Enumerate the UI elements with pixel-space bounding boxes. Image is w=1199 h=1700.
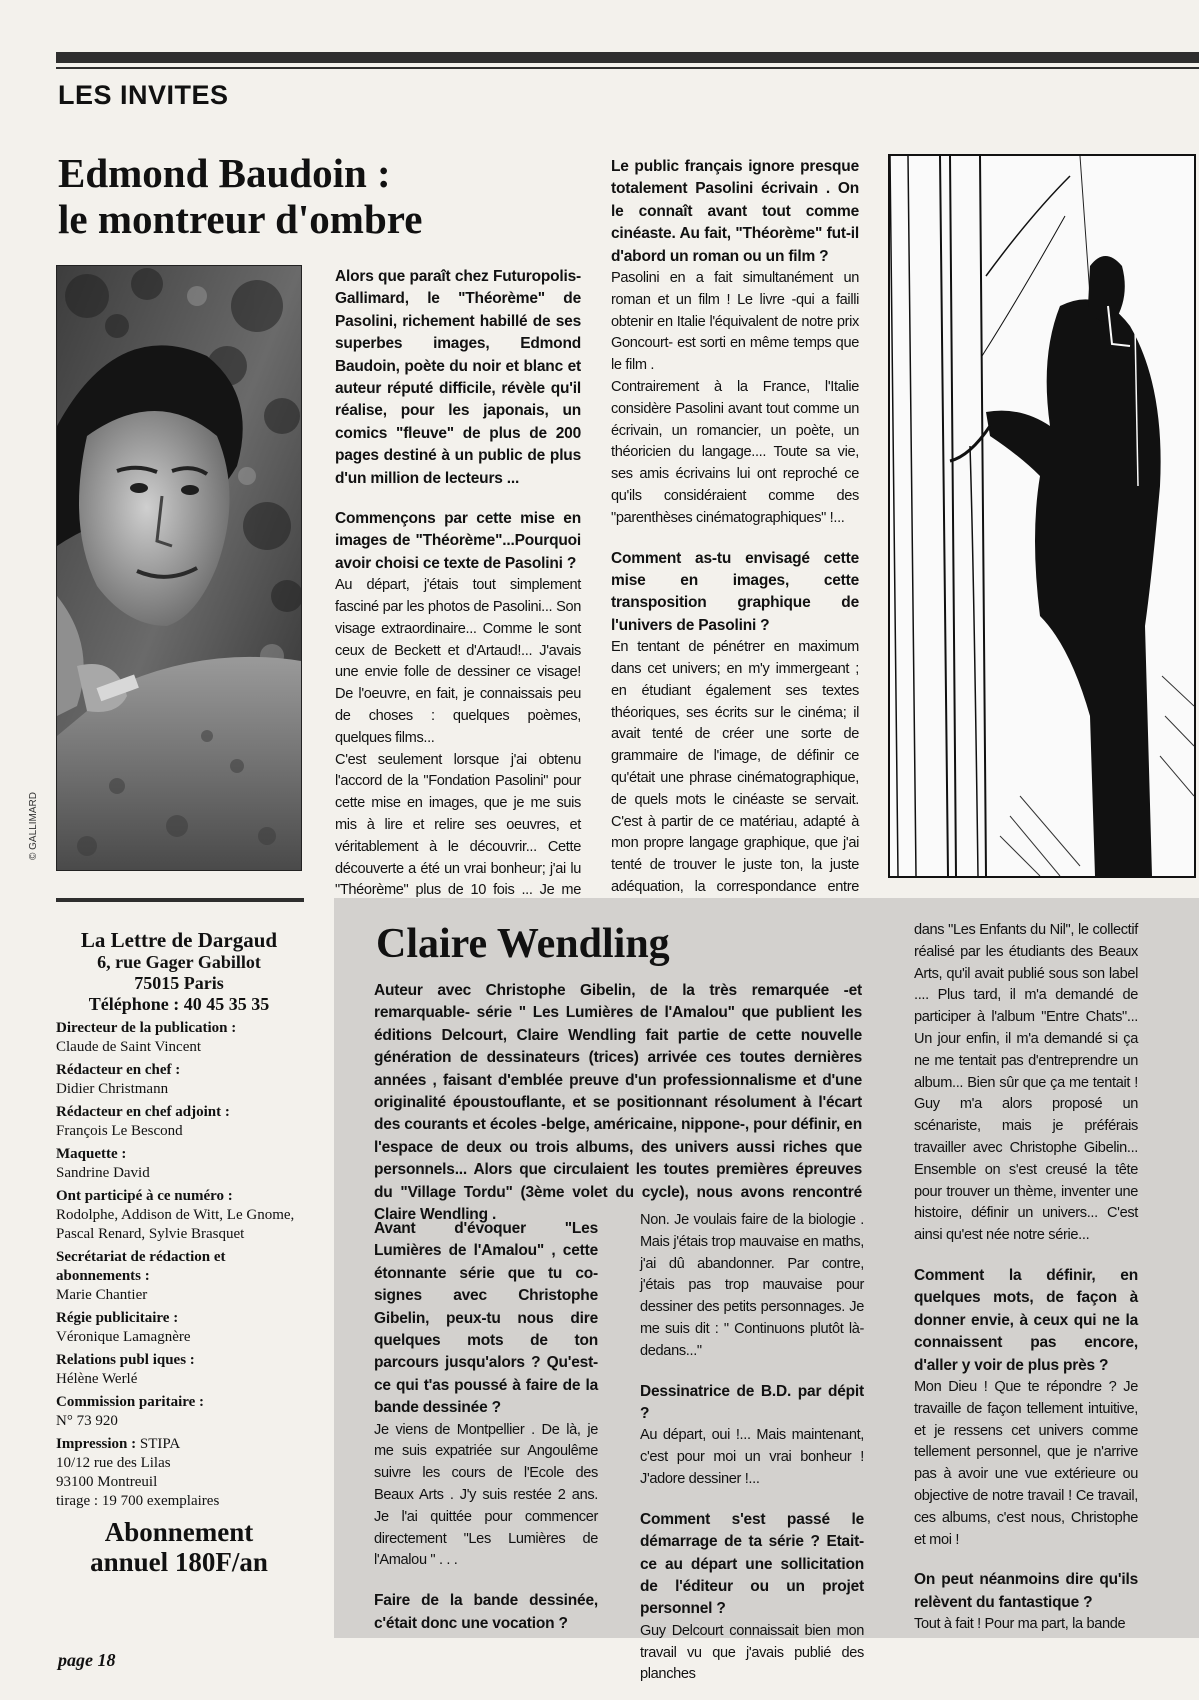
masthead-credit bbox=[56, 1248, 302, 1305]
impression-line: 93100 Montreuil bbox=[56, 1474, 158, 1490]
masthead-credit bbox=[56, 1103, 302, 1141]
masthead-credit bbox=[56, 1351, 302, 1389]
interview-column-a bbox=[374, 1218, 598, 1635]
masthead-impression bbox=[56, 1435, 302, 1511]
article-title-line2: le montreur d'ombre bbox=[58, 196, 423, 242]
paragraph-gap bbox=[914, 1551, 1138, 1569]
photo-credit-text: © GALLIMARD bbox=[28, 792, 39, 860]
author-photo bbox=[56, 265, 302, 871]
masthead-credit bbox=[56, 1309, 302, 1347]
interview-column-b bbox=[640, 1210, 864, 1686]
masthead-rule bbox=[56, 898, 304, 902]
masthead-address-city: 75015 Paris bbox=[134, 973, 224, 993]
paragraph-gap bbox=[335, 490, 581, 508]
subscription-line2: annuel 180F/an bbox=[90, 1547, 268, 1577]
credit-value: Claude de Saint Vincent bbox=[56, 1039, 202, 1055]
ink-illustration-image bbox=[890, 156, 1194, 876]
credit-value: Rodolphe, Addison de Witt, Le Gnome, Pascal Renard, Sylvie Brasquet bbox=[56, 1207, 295, 1242]
credit-value: Véronique Lamagnère bbox=[56, 1329, 191, 1345]
question-paragraph: Le public français ignore presque totalement Pasolini écrivain . On le connaît avant tout comme cinéaste. Au fait, "Théorème" fut-il d'abord un roman ou un film ? bbox=[611, 158, 859, 265]
ink-illustration bbox=[888, 154, 1196, 878]
credit-value: François Le Bescond bbox=[56, 1123, 183, 1139]
question-paragraph: Comment as-tu envisagé cette mise en images, cette transposition graphique de l'univers de Pasolini ? bbox=[611, 549, 859, 634]
article-title bbox=[58, 150, 578, 242]
masthead-phone: Téléphone : 40 45 35 35 bbox=[88, 994, 270, 1014]
question-paragraph: Comment s'est passé le démarrage de ta série ? Etait-ce au départ une sollicitation de l'éditeur ou un projet personnel ? bbox=[640, 1510, 864, 1618]
answer-paragraph: Contrairement à la France, l'Italie considère Pasolini avant tout comme un écrivain, un romancier, un poète, un théoricien du langage.... Toute sa vie, ses amis écrivains lui ont reproché ce qu'ils considéraient comme des "parenthèses cinématographiques" !... bbox=[611, 379, 859, 526]
answer-paragraph: Je viens de Montpellier . De là, je me suis expatriée sur Angoulême suivre les cours de l'Ecole des Beaux Arts . J'y suis restée 2 ans. Je l'ai quittée pour commencer directement "Les Lumières de l'Amalou " . . . bbox=[374, 1421, 598, 1569]
masthead-credit bbox=[56, 1187, 302, 1244]
answer-paragraph: C'est seulement lorsque j'ai obtenu l'accord de la "Fondation Pasolini" pour cette mise en images, que je me suis mis à lire et relire ses oeuvres, et véritablement à le découvrir... Cette découverte a été un vrai bonheur; j'ai lu "Théorème" plus de 10 fois ... Je me bbox=[335, 751, 581, 899]
photo-credit bbox=[28, 780, 44, 870]
masthead-credit bbox=[56, 1061, 302, 1099]
credit-label: Rédacteur en chef adjoint : bbox=[56, 1104, 230, 1120]
paragraph-gap bbox=[611, 530, 859, 548]
credit-value: Hélène Werlé bbox=[56, 1371, 138, 1387]
credit-value: Sandrine David bbox=[56, 1165, 150, 1181]
question-paragraph: Alors que paraît chez Futuropolis-Gallimard, le "Théorème" de Pasolini, richement habillé de ses superbes images, Edmond Baudoin, poète du noir et blanc et auteur réputé difficile, révèle qu'il réalise, pour les japonais, un comics "fleuve" de plus de 200 pages destiné à un public de plus d'un million de lecteurs ... bbox=[335, 268, 581, 487]
question-paragraph: Faire de la bande dessinée, c'était donc une vocation ? bbox=[374, 1592, 598, 1632]
answer-paragraph: En tentant de pénétrer en maximum dans cet univers; en m'y immergeant ; en étudiant également ses textes théoriques, ses écrits sur le cinéma; il avait tenté de créer une sorte de grammaire de l'image, de définir ce qu'était une phrase cinématographique, de quels mots le cinéaste se servait. C'est à partir de ce matériau, adapté à mon propre langage graphique, que j'ai tenté de trouver le juste ton, la juste adéquation, la correspondance entre bbox=[611, 639, 859, 895]
top-rule-thin bbox=[56, 67, 1199, 69]
masthead-credit bbox=[56, 1393, 302, 1431]
impression-line: 10/12 rue des Lilas bbox=[56, 1455, 171, 1471]
article-title-line1: Edmond Baudoin : bbox=[58, 150, 391, 196]
credit-value: Didier Christmann bbox=[56, 1081, 169, 1097]
credit-value: Marie Chantier bbox=[56, 1287, 148, 1303]
credit-value: N° 73 920 bbox=[56, 1413, 118, 1429]
interview-title: Claire Wendling bbox=[376, 921, 670, 967]
answer-paragraph: Pasolini en a fait simultanément un roman et un film ! Le livre -qui a failli obtenir en Italie l'équivalent de notre prix Goncourt- est sorti en même temps que le film . bbox=[611, 270, 859, 374]
subscription-line1: Abonnement bbox=[104, 1517, 254, 1547]
paragraph-gap bbox=[374, 1572, 598, 1590]
top-rule-thick bbox=[56, 52, 1199, 63]
question-paragraph: Commençons par cette mise en images de "Théorème"...Pourquoi avoir choisi ce texte de Pasolini ? bbox=[335, 510, 581, 572]
answer-paragraph: dans "Les Enfants du Nil", le collectif réalisé par les étudiants des Beaux Arts, qu'il avait publié sous son label .... Plus tard, il m'a demandé de participer à l'album "Entre Chats"... Un jour enfin, il m'a demandé si ça ne me tentait pas d'entreprendre un album... Bien sûr que ça me tentait ! Guy m'a alors proposé un scénariste, mais je préférais travailler avec Christophe Gibelin... Ensemble on s'est creusé la tête pour trouver un thème, inventer une histoire, définir un univers... C'est ainsi qu'est née notre série... bbox=[914, 922, 1138, 1244]
masthead-title: La Lettre de Dargaud bbox=[80, 928, 278, 952]
interview-column-c bbox=[914, 920, 1138, 1636]
article1-column2 bbox=[611, 156, 859, 921]
credit-label: Directeur de la publication : bbox=[56, 1020, 237, 1036]
masthead-address-street: 6, rue Gager Gabillot bbox=[97, 952, 261, 972]
question-paragraph: Comment la définir, en quelques mots, de façon à donner envie, à ceux qui ne la connaissent pas encore, d'aller y voir de plus près ? bbox=[914, 1266, 1138, 1374]
masthead-credit bbox=[56, 1019, 302, 1057]
answer-paragraph: Au départ, j'étais tout simplement fasciné par les photos de Pasolini... Son visage extraordinaire... Comme le sont ceux de Beckett et d'Artaud!... J'avais une envie folle de dessiner ce visage! De l'oeuvre, en fait, je connaissais peu de choses : quelques poèmes, quelques films... bbox=[335, 577, 581, 746]
paragraph-gap bbox=[914, 1247, 1138, 1265]
question-paragraph: Avant d'évoquer "Les Lumières de l'Amalou" , cette étonnante série que tu co-signes avec Christophe Gibelin, peux-tu nous dire quelques mots de ton parcours jusqu'alors ? Qu'est-ce qui t'as poussé à faire de la bande dessinée ? bbox=[374, 1220, 598, 1417]
subscription-offer bbox=[56, 1517, 302, 1577]
paragraph-gap bbox=[640, 1491, 864, 1509]
masthead-credits bbox=[56, 1019, 302, 1431]
question-paragraph: On peut néanmoins dire qu'ils relèvent du fantastique ? bbox=[914, 1571, 1138, 1611]
author-photo-image bbox=[57, 266, 301, 870]
masthead bbox=[56, 928, 302, 1577]
answer-paragraph: Non. Je voulais faire de la biologie . Mais j'étais trop mauvaise en maths, j'ai dû abandonner. Par contre, j'étais pas trop mauvaise pour dessiner des petits personnages. Je me suis dit : " Continuons plutôt là-dedans..." bbox=[640, 1212, 864, 1359]
credit-label: Rédacteur en chef : bbox=[56, 1062, 181, 1078]
section-label: LES INVITES bbox=[58, 80, 229, 110]
impression-line: tirage : 19 700 exemplaires bbox=[56, 1493, 220, 1509]
credit-label: Maquette : bbox=[56, 1146, 127, 1162]
impression-label: Impression : bbox=[56, 1436, 137, 1452]
question-paragraph: Dessinatrice de B.D. par dépit ? bbox=[640, 1382, 864, 1422]
credit-label: Ont participé à ce numéro : bbox=[56, 1188, 233, 1204]
answer-paragraph: Mon Dieu ! Que te répondre ? Je travaille de façon tellement intuitive, et je ressens cet univers comme tellement personnel, que je n'arrive pas à avoir une vue extérieure ou objective de notre travail ! Ce travail, ces albums, c'est nous, Christophe et moi ! bbox=[914, 1378, 1138, 1548]
credit-label: Relations publ iques : bbox=[56, 1352, 195, 1368]
credit-label: Commission paritaire : bbox=[56, 1394, 205, 1410]
answer-paragraph: Tout à fait ! Pour ma part, la bande bbox=[914, 1616, 1126, 1633]
answer-paragraph: Au départ, oui !... Mais maintenant, c'est pour moi un vrai bonheur ! J'adore dessiner !... bbox=[640, 1427, 864, 1487]
credit-label: Régie publicitaire : bbox=[56, 1310, 179, 1326]
impression-name: STIPA bbox=[136, 1436, 181, 1452]
paragraph-gap bbox=[640, 1363, 864, 1381]
page-number: page 18 bbox=[58, 1650, 116, 1670]
article1-column1 bbox=[335, 266, 581, 924]
answer-paragraph: Guy Delcourt connaissait bien mon travail vu que j'avais publié des planches bbox=[640, 1622, 864, 1683]
masthead-credit bbox=[56, 1145, 302, 1183]
interview-intro: Auteur avec Christophe Gibelin, de la très remarquée -et remarquable- série " Les Lumières de l'Amalou" que publient les éditions Delcourt, Claire Wendling fait partie de cette nouvelle génération de dessinateurs (trices) arrivée ces toutes dernières années , faisant d'emblée preuve d'un professionnalisme et d'une originalité époustouflante, et se positionnant résolument à l'écart des courants et écoles -belge, américaine, nippone-, pour définir, en l'espace de deux ou trois albums, des univers aussi riches que personnels... Alors que circulaient les toutes premières épreuves du "Village Tordu" (3ème volet du cycle), nous avons rencontré Claire Wendling . bbox=[374, 982, 862, 1224]
credit-label: Secrétariat de rédaction et abonnements : bbox=[56, 1249, 226, 1284]
